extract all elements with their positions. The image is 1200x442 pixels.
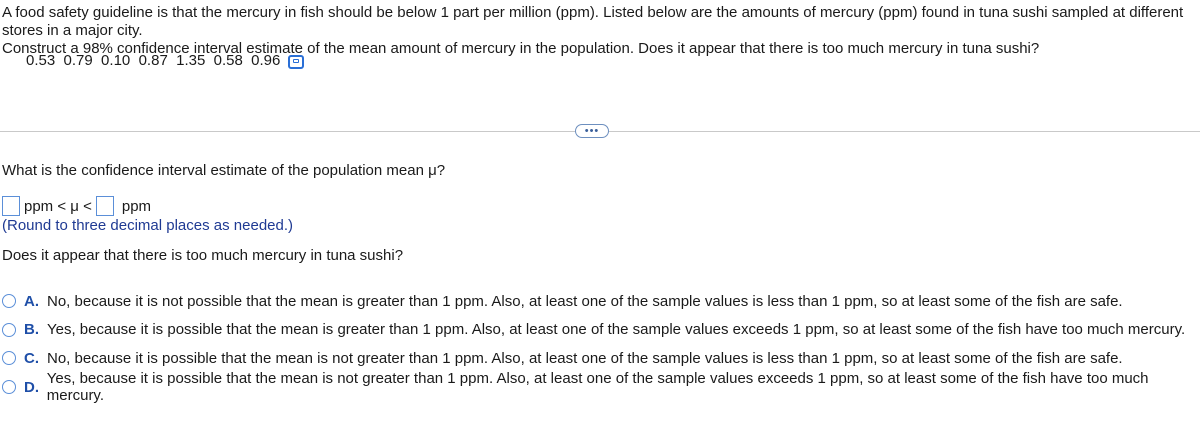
option-letter: D.: [24, 378, 39, 396]
radio-a[interactable]: [2, 294, 16, 308]
lower-bound-input[interactable]: [2, 196, 20, 216]
problem-line-2: Construct a 98% confidence interval estimate of the mean amount of mercury in the population. Does it appear that there is too much mercury in tuna sushi?: [2, 40, 1040, 57]
sample-data-row: [26, 52, 304, 69]
option-c[interactable]: [2, 344, 1198, 373]
answer-options: [2, 287, 1198, 405]
option-letter: C.: [24, 349, 39, 367]
radio-c[interactable]: [2, 351, 16, 365]
problem-line-1: A food safety guideline is that the mercury in fish should be below 1 part per million (ppm). Listed below are the amounts of mercury (ppm) found in tuna sushi sampled at different stores in a major city.: [2, 4, 1184, 39]
option-text: Yes, because it is possible that the mean is not greater than 1 ppm. Also, at least one of the sample values exceeds 1 ppm, so at least some of the fish have too much mercury.: [46, 370, 1149, 405]
expand-more-button[interactable]: •••: [575, 124, 609, 138]
option-a[interactable]: [2, 287, 1198, 316]
problem-statement: [2, 4, 1198, 58]
data-table-icon[interactable]: [288, 55, 304, 69]
upper-bound-input[interactable]: [96, 196, 114, 216]
question-too-much-mercury: Does it appear that there is too much mercury in tuna sushi?: [2, 247, 404, 264]
sample-values: 0.53 0.79 0.10 0.87 1.35 0.58 0.96: [26, 52, 281, 69]
option-b[interactable]: [2, 316, 1198, 345]
option-text: Yes, because it is possible that the mean is greater than 1 ppm. Also, at least one of the sample values exceeds 1 ppm, so at least some of the fish have too much mercury.: [47, 321, 1186, 339]
option-text: No, because it is possible that the mean is not greater than 1 ppm. Also, at least one of the sample values is less than 1 ppm, so at least some of the fish are safe.: [47, 349, 1123, 367]
radio-d[interactable]: [2, 380, 16, 394]
option-d[interactable]: [2, 370, 1198, 405]
question-confidence-interval: What is the confidence interval estimate of the population mean μ?: [2, 162, 446, 179]
ci-unit-label: ppm: [121, 197, 152, 215]
ci-middle-label: ppm < μ <: [24, 197, 92, 215]
option-text: No, because it is not possible that the mean is greater than 1 ppm. Also, at least one of the sample values is less than 1 ppm, so at least some of the fish are safe.: [47, 292, 1123, 310]
confidence-interval-row: [2, 196, 151, 216]
option-letter: B.: [24, 321, 39, 339]
option-letter: A.: [24, 292, 39, 310]
rounding-instruction: (Round to three decimal places as needed.): [2, 217, 294, 234]
radio-b[interactable]: [2, 323, 16, 337]
